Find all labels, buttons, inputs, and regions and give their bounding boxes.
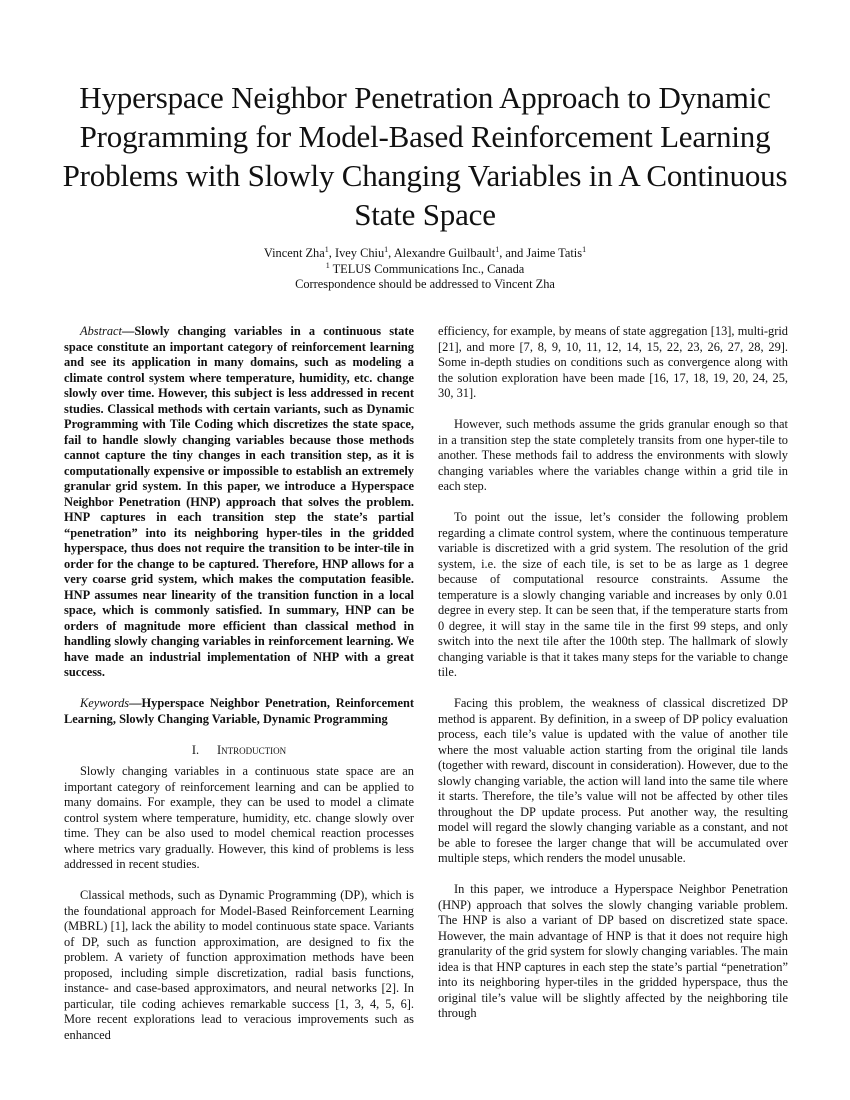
body-paragraph: Classical methods, such as Dynamic Programming (DP), which is the foundational approach for Model-Based Reinforcement Learning (MBRL) [1], lack the ability to model continuous state space. Variants of DP, such as function approximation, are designed to fix the problem. A variety of function approximation methods have been proposed, including simple discretization, radial basis functions, instance- and case-based approximators, and neural networks [2]. In particular, tile coding achieves remarkable success [1, 3, 4, 5, 6]. More recent explorations lead to veracious improvements such as enhanced xyxy=(64,888,414,1042)
author-affiliation-mark: 1 xyxy=(582,244,587,254)
author-separator: , xyxy=(388,246,394,260)
keywords xyxy=(64,696,414,727)
body-paragraph: To point out the issue, let’s consider the following problem regarding a climate control system, where the continuous temperature variable is discretized with a grid system. The resolution of the grid system, i.e. the size of each tile, is set to be as large as 1 degree because of computational resource constraints. Assume the temperature is a slowly changing variable and increases by only 0.01 degree in every step. It can be seen that, if the temperature starts from 0 degree, it will stay in the same tile in the first 99 steps, and only switch into the next tile after the 100th step. The hallmark of slowly changing variable is that it takes many steps for the variable to change tile. xyxy=(438,510,788,679)
abstract-label: Abstract xyxy=(80,324,122,338)
affiliation-line xyxy=(60,262,790,278)
abstract-text: —Slowly changing variables in a continuous state space constitute an important category of reinforcement learning and see its application in many domains, such as modeling a climate control system where temperature, humidity, etc. change slowly over time. However, this subject is less addressed in recent studies. Classical methods with certain variants, such as Dynamic Programming with Tile Coding which discretizes the state space, fail to handle slowly changing variables because those methods cannot capture the tiny changes in each transition step, as it is computationally expensive or impossible to establish an extremely granular grid system. In this paper, we introduce a Hyperspace Neighbor Penetration (HNP) approach that solves the problem. HNP captures in each transition step the state’s partial “penetration” into its neighboring hyper-tiles in the gridded hyperspace, thus does not require the transition to be inter-tile in order for the change to be captured. Therefore, HNP allows for a very coarse grid system, which makes the computation feasible. HNP assumes near linearity of the transition function in a local space, which is commonly satisfied. In summary, HNP can be orders of magnitude more efficient than classical method in handling slowly changing variables in reinforcement learning. We have made an industrial implementation of NHP with a great success. xyxy=(64,324,414,679)
body-paragraph: Slowly changing variables in a continuous state space are an important category of reinforcement learning and can be applied to many domains. For example, they can be used to model a climate control system where temperature, humidity, etc. change slowly over time. They can be also used to model chemical reaction processes where metrics vary gradually. However, this kind of problems is less addressed in recent studies. xyxy=(64,764,414,871)
author-name: Ivey Chiu xyxy=(334,246,385,260)
author-name: Alexandre Guilbault xyxy=(393,246,496,260)
author-affiliation-mark: 1 xyxy=(384,244,389,254)
paper-title: Hyperspace Neighbor Penetration Approach to Dynamic Programming for Model-Based Reinforcement Learning Problems with Slowly Changing Variables in A Continuous State Space xyxy=(62,80,788,232)
keywords-text: —Hyperspace Neighbor Penetration, Reinforcement Learning, Slowly Changing Variable, Dynamic Programming xyxy=(64,696,414,726)
author-block xyxy=(60,246,790,293)
left-column xyxy=(64,324,414,1059)
affiliation: TELUS Communications Inc., Canada xyxy=(329,261,525,276)
author-separator: , xyxy=(328,246,335,260)
author-line xyxy=(60,246,790,262)
keywords-label: Keywords xyxy=(80,696,130,710)
affiliation-mark: 1 xyxy=(325,260,330,270)
section-heading-introduction xyxy=(64,743,414,759)
author-separator: , and xyxy=(499,246,527,260)
body-paragraph-continuation: efficiency, for example, by means of state aggregation [13], multi-grid [21], and more [7, 8, 9, 10, 11, 12, 14, 15, 22, 23, 26, 27, 28, 29]. Some in-depth studies on conditions such as convergence along with the solution exploration have been made [16, 17, 18, 19, 20, 24, 25, 30, 31]. xyxy=(438,324,788,400)
author-affiliation-mark: 1 xyxy=(495,244,500,254)
correspondence-line: Correspondence should be addressed to Vincent Zha xyxy=(295,277,555,291)
body-paragraph: In this paper, we introduce a Hyperspace Neighbor Penetration (HNP) approach that solves the slowly changing variable problem. The HNP is also a variant of DP based on discretized state space. However, the main advantage of HNP is that it does not require high granularity of the grid system for slowly changing variables. The main idea is that HNP captures in each step the state’s partial “penetration” into its neighboring hyper-tiles in the gridded hyperspace, thus the original tile’s value will be slightly affected by the neighboring tile through xyxy=(438,882,788,1020)
section-number: I. xyxy=(191,742,200,757)
right-column xyxy=(438,324,788,1037)
body-paragraph: However, such methods assume the grids granular enough so that in a transition step the state completely transits from one hyper-tile to another. These methods fail to address the environments with slowly changing variables where the variables change within a grid tile in each step. xyxy=(438,417,788,493)
section-title: Introduction xyxy=(217,742,287,757)
author-affiliation-mark: 1 xyxy=(324,244,329,254)
author-name: Vincent Zha xyxy=(263,246,325,260)
abstract xyxy=(64,324,414,681)
body-paragraph: Facing this problem, the weakness of classical discretized DP method is apparent. By definition, in a sweep of DP policy evaluation process, each tile’s value is updated with the value of another tile where the most valuable action starting from the original tile lands (together with reward, discount in consideration). However, due to the slowly changing variable, the action will land into the same tile where it starts. Therefore, the tile’s value will not be affected by other tiles throughout the DP update process. Put another way, the resulting model will regard the slowly changing variable as a constant, and not be able to foresee the larger change that will be accumulated over multiple steps, which renders the model unusable. xyxy=(438,696,788,865)
author-name: Jaime Tatis xyxy=(526,246,583,260)
